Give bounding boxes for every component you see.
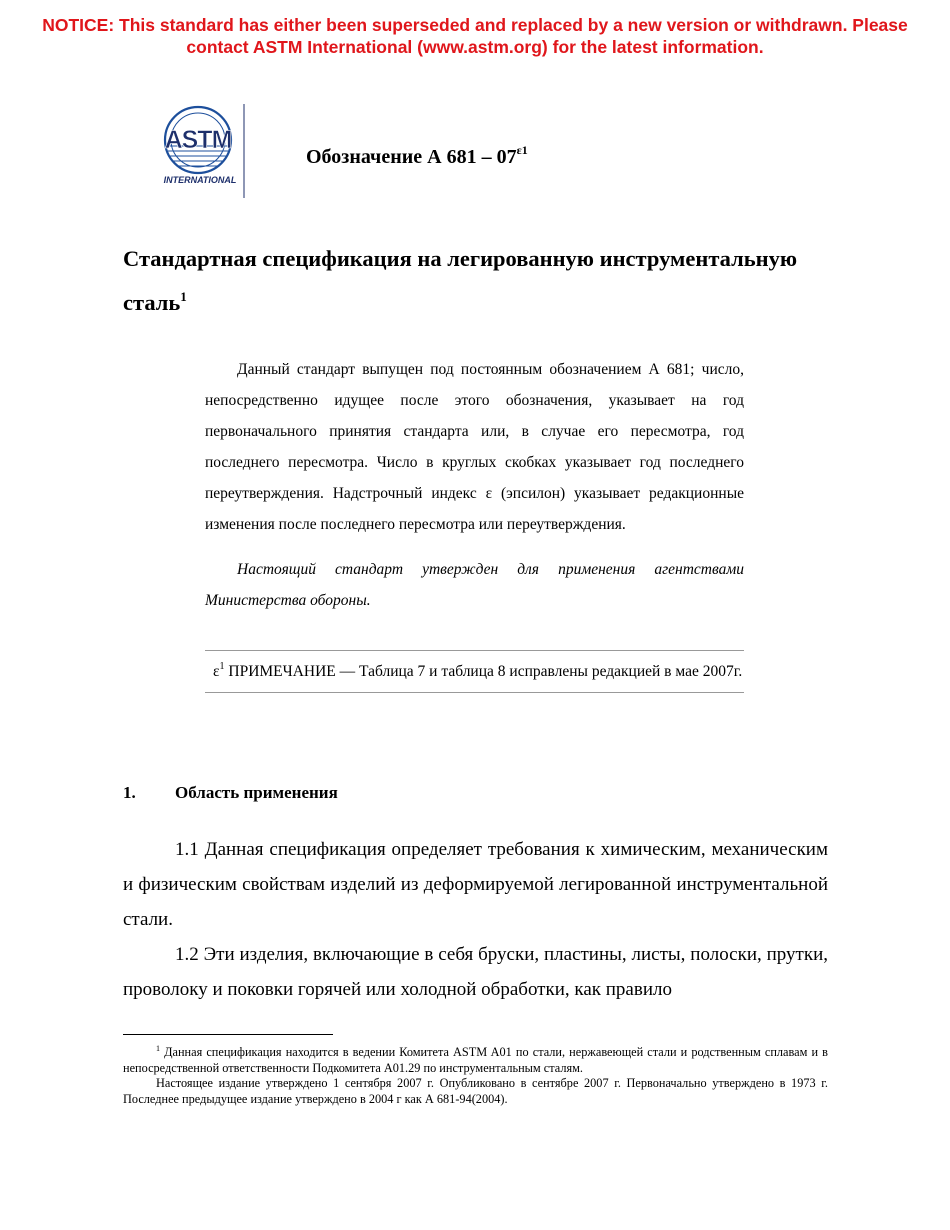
paragraph-1-2: 1.2 Эти изделия, включающие в себя бруски, пластины, листы, полоски, прутки, проволоку и поковки горячей или холодной обработки, как правило [123, 944, 828, 1000]
designation-text: Обозначение А 681 – 07 [306, 146, 517, 168]
title-footnote-ref: 1 [180, 289, 187, 304]
intro-paragraph: Данный стандарт выпущен под постоянным обозначением А 681; число, непосредственно идущее после этого обозначения, указывает на год первоначального принятия стандарта или, в случае его пересмотра, год последнего пересмотра. Число в круглых скобках указывает год последнего переутверждения. Надстрочный индекс ε (эпсилон) указывает редакционные изменения после последнего пересмотра или переутверждения. [205, 361, 744, 533]
editorial-note [205, 650, 744, 693]
intro-block [205, 354, 744, 616]
intro-italic-note: Настоящий стандарт утвержден для применения агентствами Министерства обороны. [205, 561, 744, 609]
astm-logo-mark: ASTM [164, 126, 232, 154]
astm-logo [158, 104, 248, 198]
astm-logo-subtext: INTERNATIONAL [163, 175, 237, 185]
footnotes [123, 1041, 828, 1107]
note-symbol: ε [213, 663, 220, 680]
footnote-divider [123, 1034, 333, 1035]
document-title [123, 240, 828, 322]
section-number: 1. [123, 783, 136, 802]
footnote-2: Настоящее издание утверждено 1 сентября 2007 г. Опубликовано в сентябре 2007 г. Первоначально утверждено в 1973 г. Последнее предыдущее издание утверждено в 2004 г как А 681-94(2004). [123, 1076, 828, 1106]
notice-line-2: contact ASTM International (www.astm.org) for the latest information. [186, 37, 764, 57]
section-heading [123, 783, 338, 803]
designation-superscript: ε1 [516, 143, 528, 157]
footnote-1-text: Данная спецификация находится в ведении Комитета ASTM A01 по стали, нержавеющей стали и родственным сплавам и в непосредственной ответственности Подкомитета А01.29 по инструментальным сталям. [123, 1045, 828, 1075]
title-text: Стандартная спецификация на легированную инструментальную сталь [123, 246, 798, 315]
section-body [123, 832, 828, 1007]
notice-banner [0, 14, 950, 58]
footnote-1 [123, 1041, 828, 1076]
standard-designation [306, 143, 528, 169]
note-symbol-sup: 1 [219, 661, 225, 672]
notice-line-1: NOTICE: This standard has either been superseded and replaced by a new version or withdrawn. Please [42, 15, 908, 35]
footnote-1-ref: 1 [156, 1044, 160, 1053]
note-text: ПРИМЕЧАНИЕ — Таблица 7 и таблица 8 исправлены редакцией в мае 2007г. [224, 663, 743, 680]
paragraph-1-1: 1.1 Данная спецификация определяет требования к химическим, механическим и физическим свойствам изделий из деформируемой легированной инструментальной стали. [123, 839, 828, 930]
section-title: Область применения [175, 783, 338, 802]
